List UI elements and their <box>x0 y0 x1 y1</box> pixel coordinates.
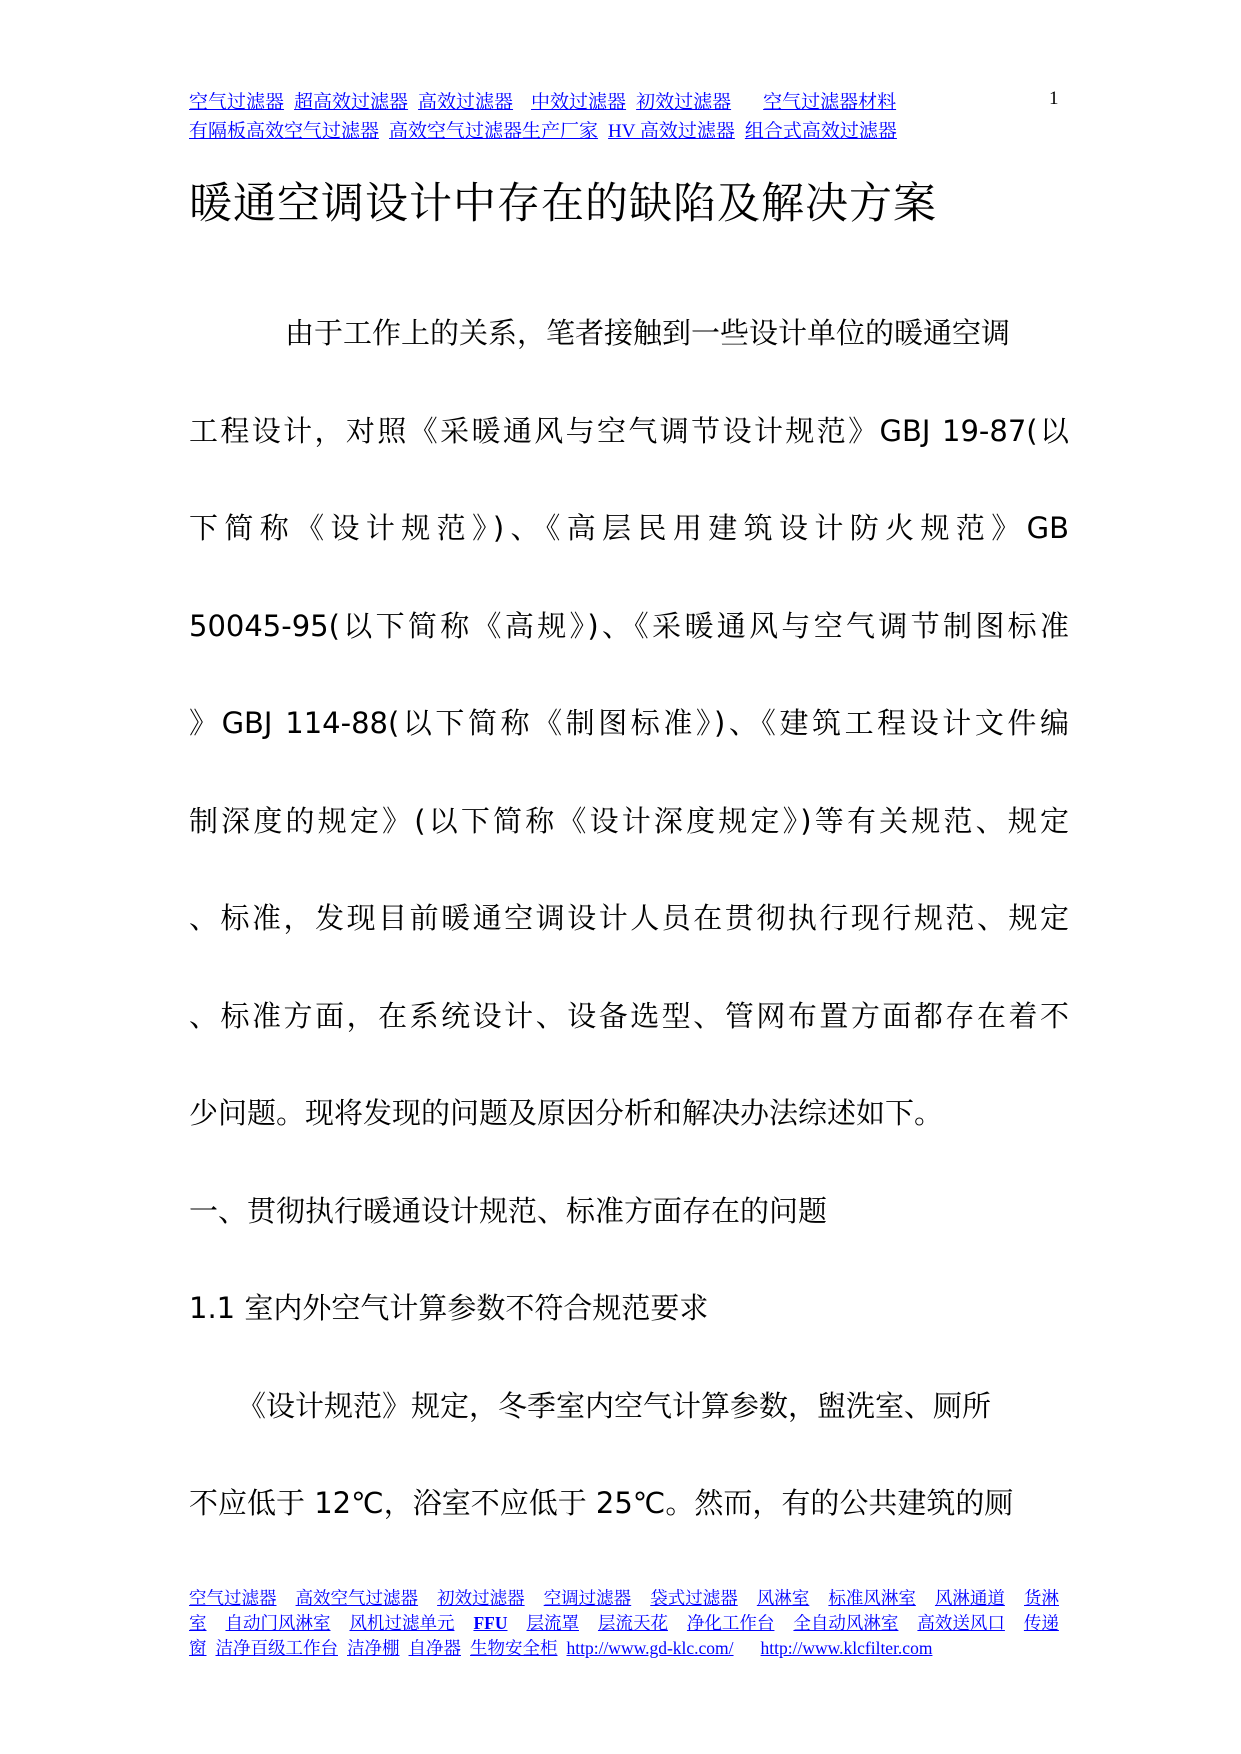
header-link-separator-hepa-filter[interactable]: 有隔板高效空气过滤器 <box>189 121 380 142</box>
footer-link-air-shower-tunnel[interactable]: 风淋通道 <box>934 1588 1005 1608</box>
header-links-row-2 <box>189 117 1019 146</box>
body-line-2: 工程设计，对照《采暖通风与空气调节设计规范》GBJ 19-87(以 <box>189 413 1069 448</box>
footer-link-class100-bench[interactable]: 洁净百级工作台 <box>215 1638 338 1658</box>
footer-link-cargo-shower-part-2[interactable]: 室 <box>189 1613 207 1633</box>
body-line-8: 、标准方面，在系统设计、设备选型、管网布置方面都存在着不 <box>189 998 1069 1033</box>
footer-link-hepa-diffuser[interactable]: 高效送风口 <box>917 1613 1005 1633</box>
footer-link-ffu[interactable]: FFU <box>473 1613 508 1633</box>
body-line-1: 由于工作上的关系，笔者接触到一些设计单位的暖通空调 <box>285 316 1011 350</box>
header-links-row-1 <box>189 88 1019 117</box>
footer-link-air-purifier[interactable]: 自净器 <box>408 1638 461 1658</box>
footer-link-biosafety-cabinet[interactable]: 生物安全柜 <box>470 1638 558 1658</box>
footer-link-hvac-filter[interactable]: 空调过滤器 <box>543 1588 632 1608</box>
body-line-4: 50045-95(以下简称《高规》)、《采暖通风与空气调节制图标准 <box>189 608 1069 643</box>
footer-link-auto-door-air-shower[interactable]: 自动门风淋室 <box>225 1613 331 1633</box>
footer-link-air-shower[interactable]: 风淋室 <box>756 1588 810 1608</box>
footer-link-cargo-shower-part-1[interactable]: 货淋 <box>1024 1588 1059 1608</box>
footer-links <box>189 1586 1059 1661</box>
footer-link-url-gd-klc[interactable]: http://www.gd-klc.com/ <box>566 1638 734 1658</box>
body-line-3: 下简称《设计规范》)、《高层民用建筑设计防火规范》GB <box>189 511 1069 545</box>
document-title: 暖通空调设计中存在的缺陷及解决方案 <box>189 179 937 229</box>
header-link-filter-material[interactable]: 空气过滤器材料 <box>763 92 897 113</box>
footer-link-primary-filter[interactable]: 初效过滤器 <box>437 1588 525 1608</box>
footer-link-laminar-hood[interactable]: 层流罩 <box>526 1613 579 1633</box>
header-link-air-filter[interactable]: 空气过滤器 <box>189 92 285 113</box>
footer-link-pass-box-part-1[interactable]: 传递 <box>1023 1613 1059 1633</box>
body-line-10: 《设计规范》规定，冬季室内空气计算参数，盥洗室、厕所 <box>237 1388 992 1423</box>
header-link-hepa-filter[interactable]: 高效过滤器 <box>418 92 514 113</box>
footer-link-auto-air-shower[interactable]: 全自动风淋室 <box>793 1613 899 1633</box>
header-links <box>189 88 1019 146</box>
footer-link-air-filter[interactable]: 空气过滤器 <box>189 1588 277 1608</box>
footer-link-clean-bench[interactable]: 净化工作台 <box>686 1613 775 1633</box>
footer-link-standard-air-shower[interactable]: 标准风淋室 <box>828 1588 916 1608</box>
footer-links-row-2 <box>189 1611 1059 1636</box>
footer-link-fan-filter-unit[interactable]: 风机过滤单元 <box>349 1613 455 1633</box>
body-line-7: 、标准，发现目前暖通空调设计人员在贯彻执行现行规范、规定 <box>189 901 1069 935</box>
header-link-hv-hepa-filter[interactable]: HV 高效过滤器 <box>608 121 735 142</box>
body-line-6: 制深度的规定》(以下简称《设计深度规定》)等有关规范、规定 <box>189 803 1069 838</box>
header-link-hepa-manufacturer[interactable]: 高效空气过滤器生产厂家 <box>389 121 599 142</box>
footer-link-laminar-ceiling[interactable]: 层流天花 <box>597 1613 668 1633</box>
section-heading-1: 一、贯彻执行暖通设计规范、标准方面存在的问题 <box>189 1193 828 1228</box>
document-body <box>189 285 1069 1553</box>
page-number: 1 <box>1049 88 1059 109</box>
footer-links-row-1 <box>189 1586 1059 1611</box>
body-line-5: 》GBJ 114-88(以下简称《制图标准》)、《建筑工程设计文件编 <box>189 706 1069 740</box>
header-link-combined-hepa-filter[interactable]: 组合式高效过滤器 <box>744 121 897 142</box>
header-link-medium-filter[interactable]: 中效过滤器 <box>531 92 627 113</box>
header-link-primary-filter[interactable]: 初效过滤器 <box>636 92 732 113</box>
subsection-heading-1-1: 1.1 室内外空气计算参数不符合规范要求 <box>189 1291 709 1325</box>
footer-link-clean-booth[interactable]: 洁净棚 <box>347 1638 400 1658</box>
footer-link-pass-box-part-2[interactable]: 窗 <box>189 1638 207 1658</box>
body-line-9: 少问题。现将发现的问题及原因分析和解决办法综述如下。 <box>189 1096 944 1130</box>
footer-links-row-3 <box>189 1636 1059 1661</box>
header-link-ultra-hepa-filter[interactable]: 超高效过滤器 <box>294 92 409 113</box>
footer-link-url-klcfilter[interactable]: http://www.klcfilter.com <box>760 1638 933 1658</box>
footer-link-hepa-air-filter[interactable]: 高效空气过滤器 <box>295 1588 419 1608</box>
footer-link-bag-filter[interactable]: 袋式过滤器 <box>650 1588 738 1608</box>
body-line-11: 不应低于 12℃，浴室不应低于 25℃。然而，有的公共建筑的厕 <box>189 1486 1014 1520</box>
